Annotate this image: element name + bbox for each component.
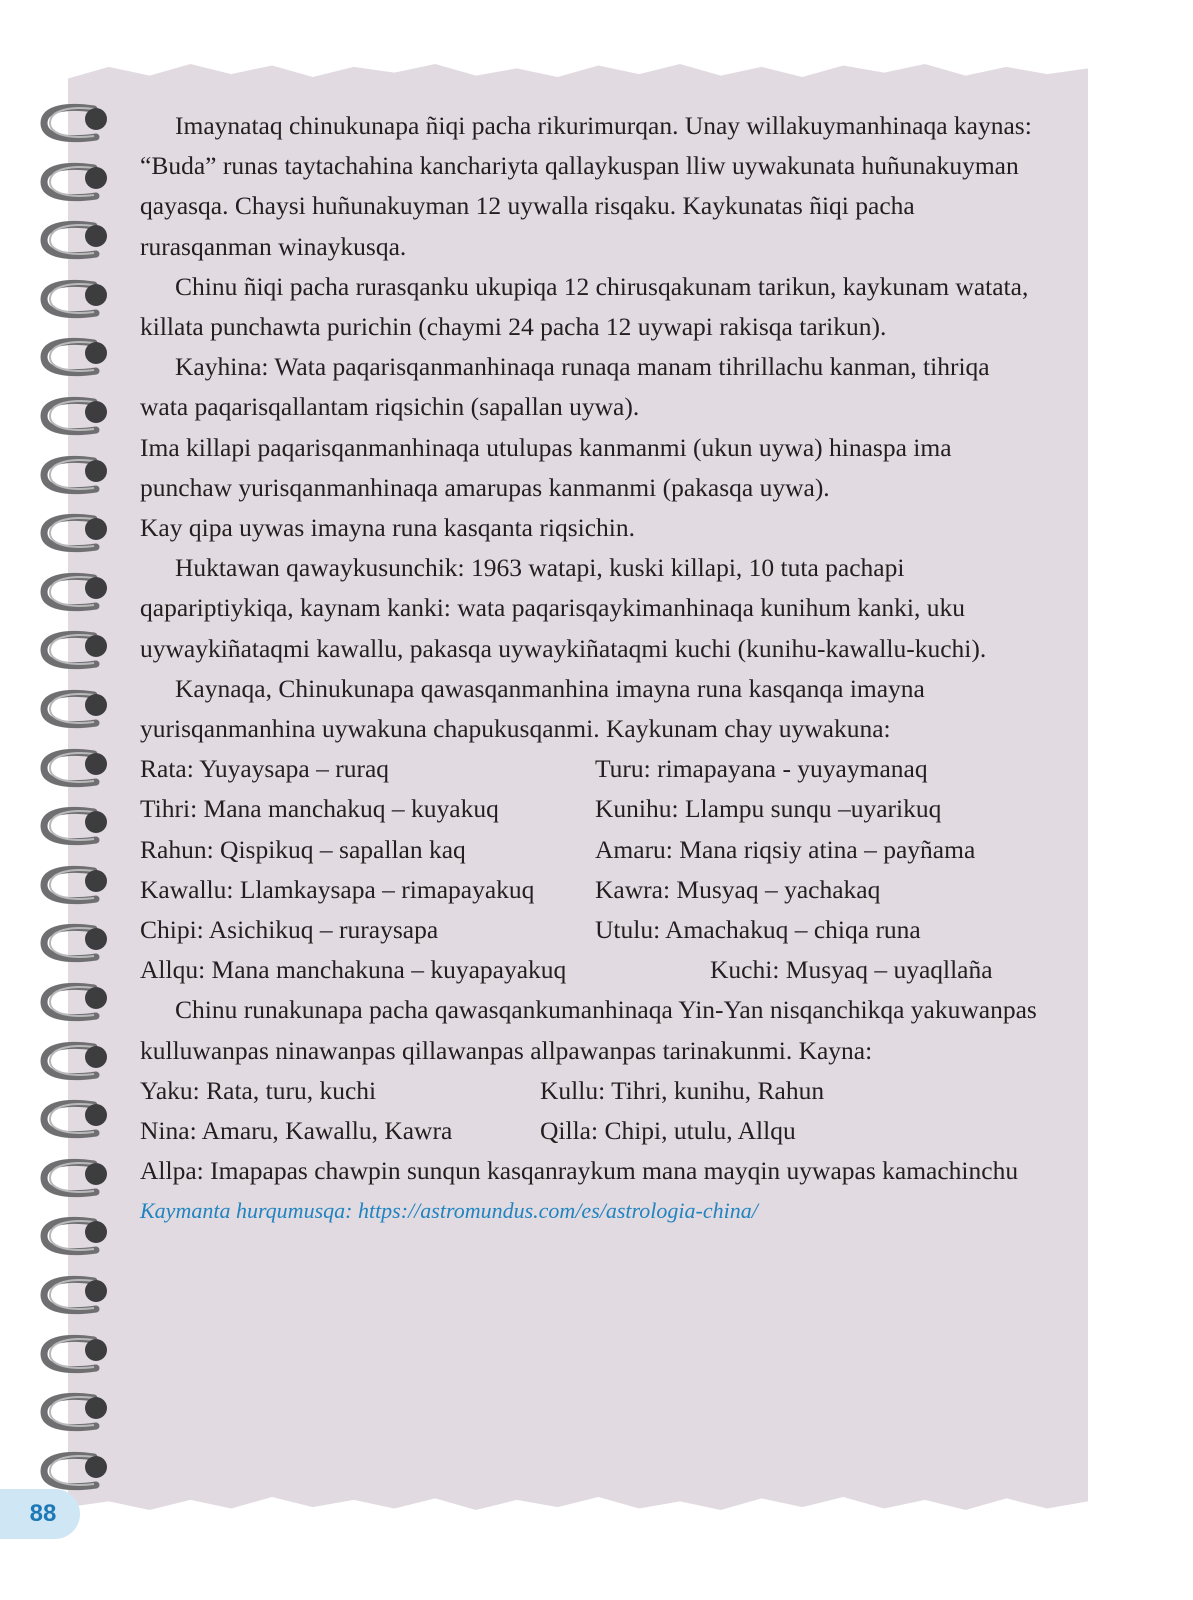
binding-ring-icon — [38, 627, 118, 673]
binding-ring-icon — [38, 1213, 118, 1259]
binding-ring-icon — [38, 686, 118, 732]
binding-ring-icon — [38, 393, 118, 439]
binding-ring-icon — [38, 979, 118, 1025]
paragraph-example: Huktawan qawaykusunchik: 1963 watapi, kuski killapi, 10 tuta pachapi qapariptiykiqa, kaynam kanki: wata paqarisqaykimanhinaqa kunihum kanki, uku uywaykiñataqmi kawallu, pakasqa uywaykiñataqmi kuchi (kunihu-kawallu-kuchi). — [140, 553, 987, 663]
element-list — [140, 1071, 1040, 1151]
binding-ring-icon — [38, 920, 118, 966]
paragraph-hidden-animals: Kay qipa uywas imayna runa kasqanta riqsichin. — [140, 513, 635, 543]
animal-item: Amaru: Mana riqsiy atina – payñama — [595, 834, 976, 864]
paragraph-yin-yang: Chinu runakunapa pacha qawasqankumanhinaqa Yin-Yan nisqanchikqa yakuwanpas kulluwanpas ninawanpas qillawanpas allpawanpas tarinakunmi. Kayna: — [140, 995, 1037, 1065]
animal-row — [140, 950, 1040, 990]
animal-item: Kuchi: Musyaq – uyaqllaña — [710, 955, 993, 985]
binding-ring-icon — [38, 159, 118, 205]
animal-row — [140, 870, 1040, 910]
paragraph-twelve-animals: Chinu ñiqi pacha rurasqanku ukupiqa 12 chirusqakunam tarikun, kaykunam watata, killata punchawta purichin (chaymi 24 pacha 12 uywapi rakisqa tarikun). — [140, 271, 1029, 342]
binding-ring-icon — [38, 862, 118, 908]
binding-ring-icon — [38, 1096, 118, 1142]
paragraph-origin: Imaynataq chinukunapa ñiqi pacha rikurimurqan. Unay willakuymanhinaqa kaynas: “Buda” runas taytachahina kanchariyta qallaykuspan lliw uywakunata huñunakuyman qayasqa. Chaysi huñunakuyman 12 uywalla risqaku. Kaykunatas ñiqi pacha rurasqanman winaykusqa. — [140, 111, 1032, 261]
animal-item: Kunihu: Llampu sunqu –uyarikuq — [595, 794, 942, 824]
animal-item: Rata: Yuyaysapa – ruraq — [140, 754, 390, 784]
animal-row — [140, 789, 1040, 829]
element-item: Kullu: Tihri, kunihu, Rahun — [540, 1075, 825, 1105]
spiral-binding — [38, 100, 118, 1460]
binding-ring-icon — [38, 1038, 118, 1084]
binding-ring-icon — [38, 1448, 118, 1494]
source-link[interactable]: Kaymanta hurqumusqa: https://astromundus.com/es/astrologia-china/ — [140, 1198, 758, 1224]
element-row — [140, 1111, 1040, 1151]
animal-item: Kawallu: Llamkaysapa – rimapayakuq — [140, 874, 535, 904]
paragraph-year-animal: Kayhina: Wata paqarisqanmanhinaqa runaqa manam tihrillachu kanman, tihriqa wata paqarisqallantam riqsichin (sapallan uywa). — [140, 352, 990, 422]
element-item: Nina: Amaru, Kawallu, Kawra — [140, 1116, 453, 1146]
binding-ring-icon — [38, 1155, 118, 1201]
binding-ring-icon — [38, 1272, 118, 1318]
page-number: 88 — [29, 1500, 57, 1527]
animal-item: Allqu: Mana manchakuna – kuyapayakuq — [140, 955, 567, 985]
animal-item: Turu: rimapayana - yuyaymanaq — [595, 754, 928, 784]
binding-ring-icon — [38, 334, 118, 380]
animal-list — [140, 749, 1040, 990]
paragraph-animals-intro: Kaynaqa, Chinukunapa qawasqanmanhina imayna runa kasqanqa imayna yurisqanmanhina uywakuna chapukusqanmi. Kaykunam chay uywakuna: — [140, 673, 925, 744]
animal-item: Tihri: Mana manchakuq – kuyakuq — [140, 794, 499, 824]
paragraph-earth: Allpa: Imapapas chawpin sunqun kasqanraykum mana mayqin uywapas kamachinchu — [140, 1156, 1019, 1186]
animal-item: Utulu: Amachakuq – chiqa runa — [595, 915, 921, 945]
animal-row — [140, 910, 1040, 950]
binding-ring-icon — [38, 569, 118, 615]
animal-item: Kawra: Musyaq – yachakaq — [595, 874, 881, 904]
binding-ring-icon — [38, 1389, 118, 1435]
binding-ring-icon — [38, 452, 118, 498]
animal-item: Chipi: Asichikuq – ruraysapa — [140, 915, 439, 945]
binding-ring-icon — [38, 100, 118, 146]
binding-ring-icon — [38, 217, 118, 263]
element-item: Yaku: Rata, turu, kuchi — [140, 1075, 377, 1105]
animal-row — [140, 749, 1040, 789]
binding-ring-icon — [38, 803, 118, 849]
element-row — [140, 1071, 1040, 1111]
binding-ring-icon — [38, 1331, 118, 1377]
paragraph-month-day-animal: Ima killapi paqarisqanmanhinaqa utulupas kanmanmi (ukun uywa) hinaspa ima punchaw yurisqanmanhinaqa amarupas kanmanmi (pakasqa uywa). — [140, 432, 952, 502]
binding-ring-icon — [38, 276, 118, 322]
animal-item: Rahun: Qispikuq – sapallan kaq — [140, 834, 466, 864]
binding-ring-icon — [38, 745, 118, 791]
page-content — [140, 106, 1040, 1231]
animal-row — [140, 830, 1040, 870]
element-item: Qilla: Chipi, utulu, Allqu — [540, 1116, 796, 1146]
binding-ring-icon — [38, 510, 118, 556]
